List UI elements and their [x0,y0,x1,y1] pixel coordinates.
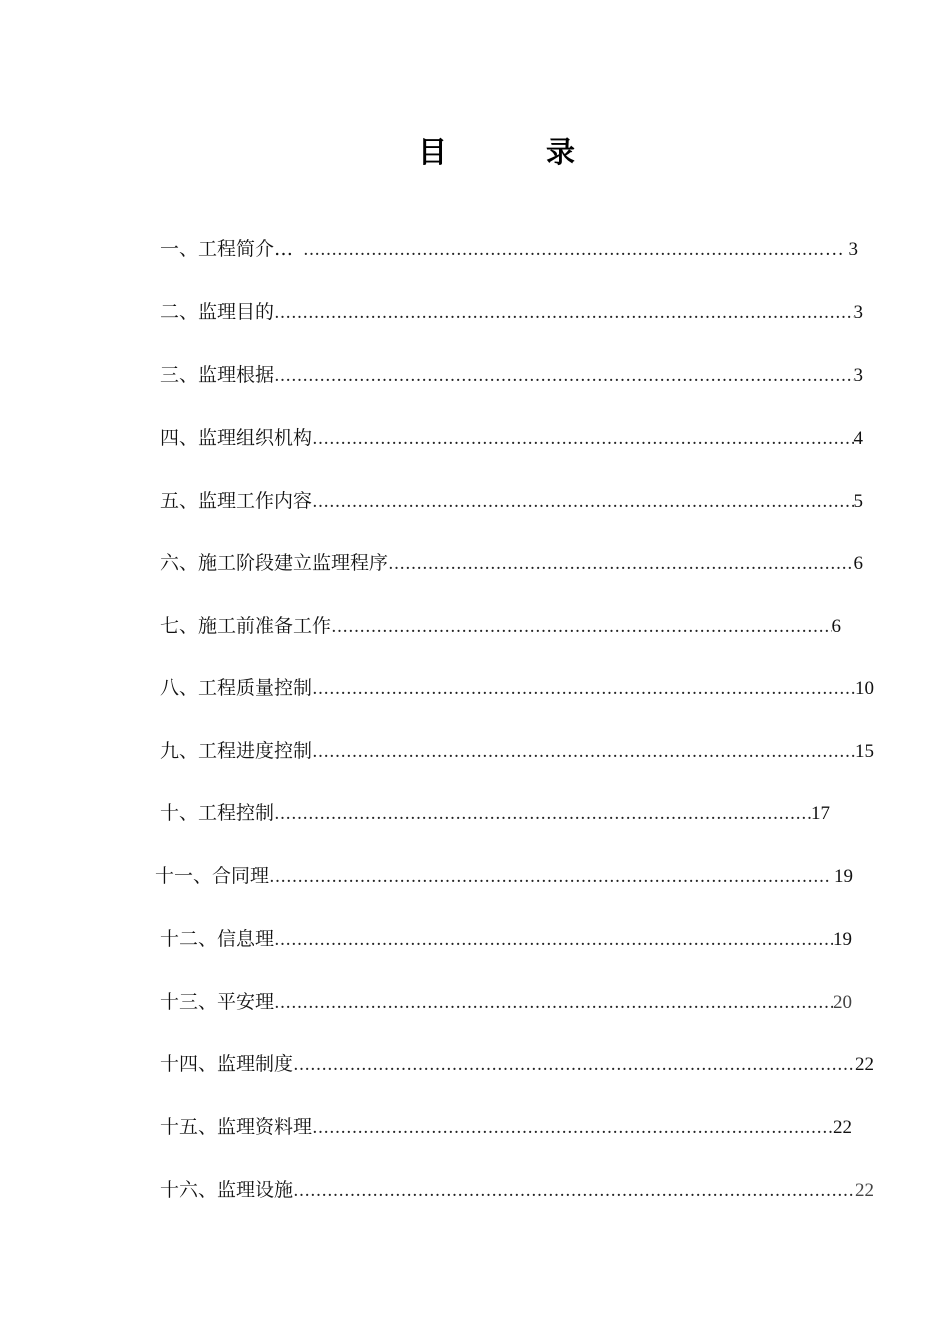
toc-leader-dots [388,550,853,578]
toc-entry-page: 5 [853,491,863,512]
toc-entry-label: 四、监理组织机构 [160,427,313,449]
toc-entry-page: 19 [833,929,852,950]
toc-entry-13[interactable] [160,988,852,1016]
toc-leader-dots [293,1177,855,1205]
toc-entry-1[interactable] [160,235,858,263]
toc-entry-page: 6 [831,616,841,637]
toc-entry-4[interactable] [160,424,863,452]
toc-entry-page: 19 [829,866,853,887]
toc-entry-page: 10 [855,678,874,699]
toc-entry-label: 十六、监理设施 [160,1179,294,1201]
toc-entry-11[interactable] [155,862,853,890]
toc-entry-5[interactable] [160,487,863,515]
toc-entry-page: … 3 [824,239,858,260]
toc-entry-page: 22 [855,1180,874,1201]
toc-entry-8[interactable] [160,674,874,702]
toc-leader-dots [293,236,825,264]
toc-leader-dots [312,738,855,766]
title-char-2: 录 [546,135,576,169]
toc-leader-dots [312,675,855,703]
toc-entry-page: 15 [855,741,874,762]
toc-entry-page: 3 [853,365,863,386]
toc-entry-2[interactable] [160,298,863,326]
toc-entry-label: 七、施工前准备工作 [160,615,332,637]
toc-entry-page: 4 [853,428,863,449]
toc-leader-dots [331,613,831,641]
toc-entry-label: 十一、合同理 [155,865,270,887]
toc-entry-label: 五、监理工作内容 [160,490,313,512]
toc-entry-page: 22 [833,1117,852,1138]
toc-entry-6[interactable] [160,549,863,577]
toc-entry-label: 十、工程控制 [160,802,275,824]
page-title [0,132,950,172]
toc-entry-14[interactable] [160,1050,874,1078]
toc-leader-dots [312,488,853,516]
toc-entry-page: 22 [855,1054,874,1075]
toc-leader-dots [293,1051,855,1079]
toc-leader-dots [274,926,833,954]
toc-entry-9[interactable] [160,737,874,765]
toc-leader-dots [312,425,853,453]
title-char-1: 目 [418,135,448,169]
toc-entry-page: 20 [833,992,852,1013]
toc-entry-label: 十四、监理制度 [160,1053,294,1075]
toc-entry-label: 二、监理目的 [160,301,275,323]
toc-entry-label: 十五、监理资料理 [160,1116,313,1138]
toc-leader-dots [312,1114,833,1142]
toc-entry-label: 三、监理根据 [160,364,275,386]
toc-entry-3[interactable] [160,361,863,389]
toc-leader-dots [274,989,833,1017]
toc-entry-label: 十三、平安理 [160,991,275,1013]
toc-entry-label: 六、施工阶段建立监理程序 [160,552,389,574]
toc-entry-label: 九、工程进度控制 [160,740,313,762]
toc-entry-16[interactable] [160,1176,874,1204]
toc-entry-12[interactable] [160,925,852,953]
toc-entry-10[interactable] [160,799,830,827]
toc-entry-15[interactable] [160,1113,852,1141]
toc-entry-page: 6 [853,553,863,574]
toc-entry-label: 十二、信息理 [160,928,275,950]
toc-entry-label: 一、工程简介… [160,238,294,260]
toc-entry-label: 八、工程质量控制 [160,677,313,699]
toc-entry-page: 17 [811,803,830,824]
toc-leader-dots [269,863,829,891]
toc-leader-dots [274,299,853,327]
toc-leader-dots [274,362,853,390]
toc-entry-page: 3 [853,302,863,323]
toc-leader-dots [274,800,811,828]
toc-entry-7[interactable] [160,612,841,640]
